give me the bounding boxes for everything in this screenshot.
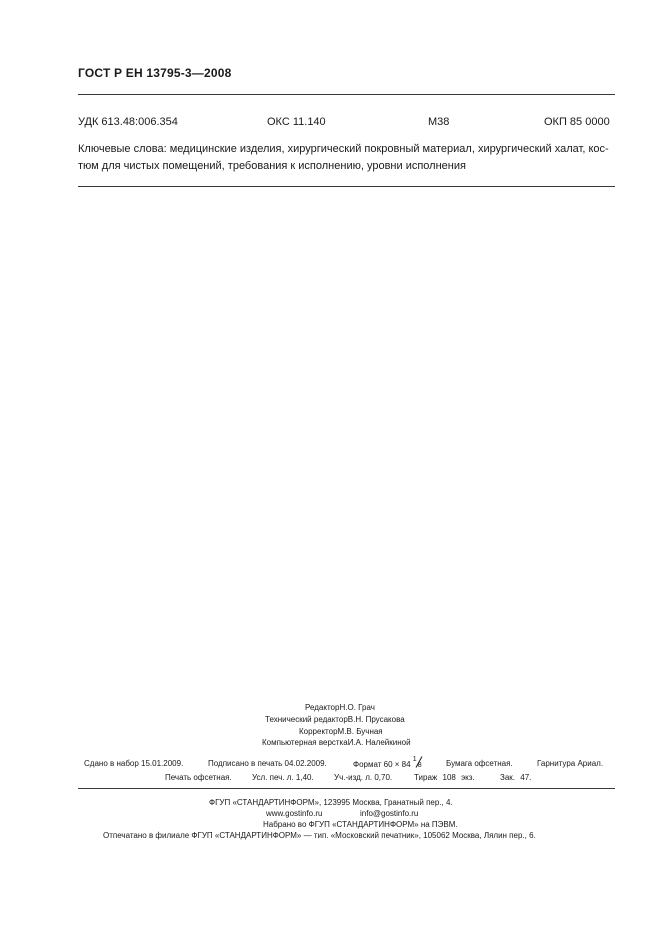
format-fraction xyxy=(412,756,425,769)
print-run-unit: экз. xyxy=(461,773,475,782)
keywords xyxy=(78,141,615,175)
order-label: Зак. xyxy=(500,773,516,782)
keywords-divider xyxy=(78,186,615,187)
credit-person: В.Н. Прусакова xyxy=(347,715,405,724)
credit-person: Н.О. Грач xyxy=(339,703,375,712)
format-denominator: 8 xyxy=(417,762,422,769)
credit-role: Технический редактор xyxy=(265,715,348,724)
paper-format xyxy=(353,756,425,769)
credit-person: И.А. Налейкиной xyxy=(347,738,411,747)
order-value: 47. xyxy=(520,773,532,782)
paper-type: Бумага офсетная. xyxy=(446,759,513,768)
print-method: Печать офсетная. xyxy=(165,773,232,782)
publisher-sheets xyxy=(334,773,392,782)
top-divider xyxy=(78,94,615,95)
print-run-label: Тираж xyxy=(414,773,438,782)
credit-editor xyxy=(305,702,375,714)
print-sheets-value: 1,40. xyxy=(295,773,314,782)
print-run xyxy=(414,773,475,782)
printing-note: Отпечатано в филиале ФГУП «СТАНДАРТИНФОРМ» — тип. «Московский печатник», 105062 Москва, Лялин пер., 6. xyxy=(103,831,536,840)
print-run-value: 108 xyxy=(442,773,456,782)
credit-role: Корректор xyxy=(299,727,338,736)
publisher-email: info@gostinfo.ru xyxy=(360,809,419,818)
typeset-note: Набрано во ФГУП «СТАНДАРТИНФОРМ» на ПЭВМ. xyxy=(263,820,458,829)
okp-code: ОКП 85 0000 xyxy=(544,116,610,128)
credit-role: Редактор xyxy=(305,703,340,712)
keywords-line-1: Ключевые слова: медицинские изделия, хирургический покровный материал, хирургический халат, кос- xyxy=(78,143,609,155)
credit-person: М.В. Бучная xyxy=(337,727,383,736)
publisher-sheets-label: Уч.-изд. л. xyxy=(334,773,373,782)
oks-code: ОКС 11.140 xyxy=(267,116,326,128)
format-numerator: 1 xyxy=(412,756,417,763)
signed-to-print: Подписано в печать 04.02.2009. xyxy=(208,759,327,768)
typeface: Гарнитура Ариал. xyxy=(537,759,604,768)
publisher-sheets-value: 0,70. xyxy=(374,773,393,782)
udk-code: УДК 613.48:006.354 xyxy=(78,116,178,128)
publisher-website: www.gostinfo.ru xyxy=(266,809,323,818)
credit-role: Компьютерная верстка xyxy=(262,738,348,747)
order-number xyxy=(500,773,531,782)
print-sheets-label: Усл. печ. л. xyxy=(252,773,294,782)
document-code: ГОСТ Р ЕН 13795-3—2008 xyxy=(78,66,232,80)
credit-corrector xyxy=(299,726,383,738)
publisher-address: ФГУП «СТАНДАРТИНФОРМ», 123995 Москва, Гранатный пер., 4. xyxy=(209,798,453,807)
group-code: М38 xyxy=(428,116,450,128)
credit-layout xyxy=(262,737,411,749)
sent-to-typeset: Сдано в набор 15.01.2009. xyxy=(84,759,184,768)
print-sheets xyxy=(252,773,314,782)
format-prefix: Формат 60 × 84 xyxy=(353,760,411,769)
imprint-divider xyxy=(78,788,615,789)
keywords-line-2: тюм для чистых помещений, требования к исполнению, уровни исполнения xyxy=(78,160,466,172)
credit-tech-editor xyxy=(265,714,405,726)
